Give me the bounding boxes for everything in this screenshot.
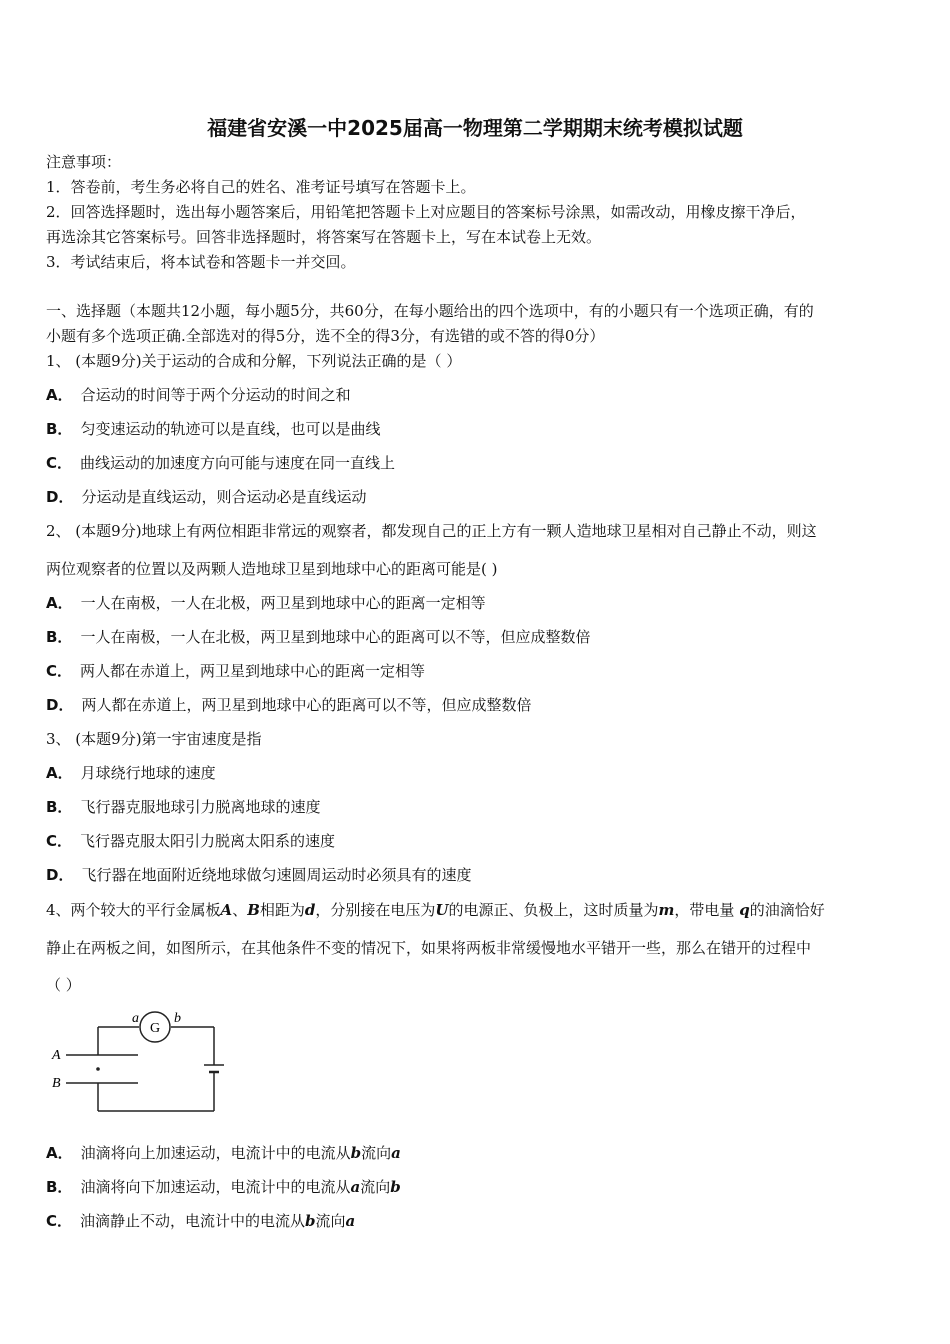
circuit-diagram [46,1005,236,1120]
q4-text: ，分别接在电压为 [315,901,436,919]
q4-var-B: B [247,901,260,919]
q2-option-d [46,695,908,715]
q1-option-d [46,487,908,507]
option-label: D． [46,866,74,884]
option-text: 匀变速运动的轨迹可以是直线，也可以是曲线 [80,420,381,438]
q4-text: 4、两个较大的平行金属板 [46,901,221,919]
option-text: 油滴将向上加速运动，电流计中的电流从 [80,1144,351,1162]
q4-option-a [46,1143,908,1163]
q4-text: ，带电量 [674,901,740,919]
q4-stem-line3: （ ） [46,976,81,994]
option-label: B． [46,1178,73,1196]
option-label: D． [46,696,74,714]
galvanometer-label: G [149,1021,161,1036]
q4-option-b [46,1177,908,1197]
option-var: b [350,1144,362,1162]
q4-stem-line1 [46,900,908,920]
option-text: 流向 [361,1144,392,1162]
option-var: b [305,1212,316,1230]
option-var: a [350,1178,361,1196]
section-intro-line2: 小题有多个选项正确.全部选对的得5分，选不全的得3分，有选错的或不答的得0分） [46,327,605,345]
option-label: B． [46,420,73,438]
option-text: 曲线运动的加速度方向可能与速度在同一直线上 [80,454,396,472]
option-label: D． [46,488,74,506]
q4-var-q: q [739,901,750,919]
q4-text: 的电源正、负极上，这时质量为 [448,901,659,919]
plate-A-label: A [52,1048,61,1063]
option-text: 合运动的时间等于两个分运动的时间之和 [80,386,351,404]
q3-option-c [46,831,908,851]
q1-option-b [46,419,908,439]
plate-B-label: B [52,1076,61,1091]
option-text: 流向 [360,1178,391,1196]
q1-stem: 1、 (本题9分)关于运动的合成和分解，下列说法正确的是（ ） [46,352,462,370]
q2-option-a [46,593,908,613]
option-text: 一人在南极，一人在北极，两卫星到地球中心的距离一定相等 [80,594,486,612]
q2-stem-line1: 2、 (本题9分)地球上有两位相距非常远的观察者，都发现自己的正上方有一颗人造地球卫星相对自己静止不动，则这 [46,522,817,540]
notice-item-2: 2．回答选择题时，选出每小题答案后，用铅笔把答题卡上对应题目的答案标号涂黑，如需改动，用橡皮擦干净后， [46,203,806,221]
option-label: C． [46,662,73,680]
q4-var-d: d [304,901,316,919]
node-b-label: b [174,1011,181,1026]
option-label: A． [46,386,73,404]
q3-option-a [46,763,908,783]
q4-text: 、 [232,901,248,919]
notice-item-1: 1．答卷前，考生务必将自己的姓名、准考证号填写在答题卡上。 [46,178,476,196]
option-text: 飞行器克服太阳引力脱离太阳系的速度 [80,832,336,850]
option-label: C． [46,454,73,472]
notice-heading: 注意事项： [46,153,122,171]
option-label: B． [46,798,73,816]
oil-drop [96,1067,100,1071]
option-text: 两人都在赤道上，两卫星到地球中心的距离一定相等 [80,662,426,680]
option-label: C． [46,1212,73,1230]
option-label: B． [46,628,73,646]
capacitor-circuit-figure [46,1005,236,1120]
q4-text: 的油滴恰好 [749,901,825,919]
node-a-label: a [132,1011,139,1026]
option-var: a [345,1212,356,1230]
option-var: b [390,1178,401,1196]
q2-stem-line2: 两位观察者的位置以及两颗人造地球卫星到地球中心的距离可能是( ) [46,560,498,578]
option-text: 油滴将向下加速运动，电流计中的电流从 [80,1178,351,1196]
q3-stem: 3、 (本题9分)第一宇宙速度是指 [46,730,262,748]
q4-option-c [46,1211,908,1231]
q1-option-c [46,453,908,473]
q2-option-c [46,661,908,681]
option-text: 飞行器克服地球引力脱离地球的速度 [80,798,321,816]
option-text: 两人都在赤道上，两卫星到地球中心的距离可以不等，但应成整数倍 [81,696,532,714]
option-label: A． [46,594,73,612]
q4-var-m: m [658,901,675,919]
option-text: 月球绕行地球的速度 [80,764,216,782]
option-label: C． [46,832,73,850]
notice-item-2-cont: 再选涂其它答案标号。回答非选择题时，将答案写在答题卡上，写在本试卷上无效。 [46,228,602,246]
q3-option-d [46,865,908,885]
option-label: A． [46,764,73,782]
option-label: A． [46,1144,73,1162]
q4-var-U: U [435,901,449,919]
option-text: 飞行器在地面附近绕地球做匀速圆周运动时必须具有的速度 [81,866,472,884]
page-title: 福建省安溪一中2025届高一物理第二学期期末统考模拟试题 [207,116,743,140]
option-text: 油滴静止不动，电流计中的电流从 [80,1212,306,1230]
option-text: 一人在南极，一人在北极，两卫星到地球中心的距离可以不等，但应成整数倍 [80,628,591,646]
option-text: 流向 [315,1212,346,1230]
option-text: 分运动是直线运动，则合运动必是直线运动 [81,488,367,506]
q3-option-b [46,797,908,817]
q4-stem-line2: 静止在两板之间，如图所示，在其他条件不变的情况下，如果将两板非常缓慢地水平错开一些，那么在错开的过程中 [46,939,812,957]
notice-item-3: 3．考试结束后，将本试卷和答题卡一并交回。 [46,253,356,271]
section-intro-line1: 一、选择题（本题共12小题，每小题5分，共60分，在每小题给出的四个选项中，有的小题只有一个选项正确，有的 [46,302,814,320]
q4-var-A: A [220,901,233,919]
option-var: a [391,1144,401,1162]
q2-option-b [46,627,908,647]
q4-text: 相距为 [259,901,305,919]
q1-option-a [46,385,908,405]
